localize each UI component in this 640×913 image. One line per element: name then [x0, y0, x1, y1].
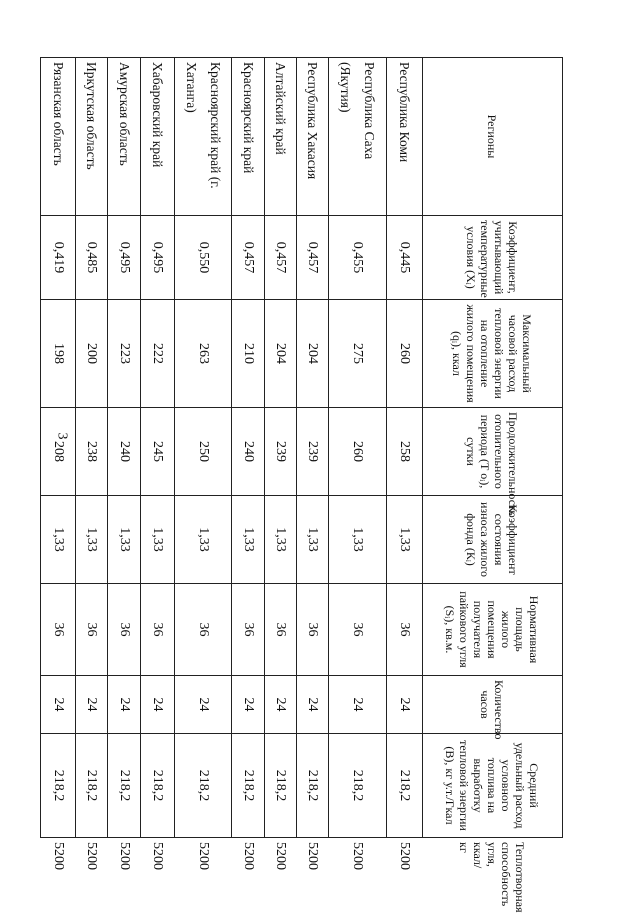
- s-cell: 36: [297, 584, 329, 676]
- b-cell: 218,2: [108, 734, 141, 838]
- s-cell: 36: [76, 584, 108, 676]
- region-cell: Хабаровский край: [141, 58, 175, 216]
- header-cell: Количество часов: [423, 676, 563, 734]
- table-row: Республика Саха (Якутия) 0,455 275 260 1,33 36 24 218,2 5200: [329, 58, 387, 838]
- k-cell: 1,33: [265, 496, 297, 584]
- region-cell: Республика Саха (Якутия): [329, 58, 387, 216]
- hours-cell: 24: [108, 676, 141, 734]
- header-cell: Максимальный часовой расход тепловой энергии на отопление жилого помещения (qᵢ), ккал: [423, 300, 563, 408]
- region-cell: Красноярский край: [232, 58, 265, 216]
- hours-cell: 24: [265, 676, 297, 734]
- x-cell: 0,550: [175, 216, 232, 300]
- hours-cell: 24: [387, 676, 423, 734]
- rotated-table-wrapper: [51, 57, 563, 913]
- s-cell: 36: [41, 584, 76, 676]
- t-cell: 239: [297, 408, 329, 496]
- q-cell: 263: [175, 300, 232, 408]
- q-cell: 222: [141, 300, 175, 408]
- t-cell: 245: [141, 408, 175, 496]
- header-cell: Продолжительность отопительного периода (Т оᵢ), сутки: [423, 408, 563, 496]
- table-row: Хабаровский край 0,495 222 245 1,33 36 24 218,2 5200: [141, 58, 175, 838]
- b-cell: 218,2: [329, 734, 387, 838]
- x-cell: 0,445: [387, 216, 423, 300]
- header-cell: Регионы: [423, 58, 563, 216]
- k-cell: 1,33: [141, 496, 175, 584]
- b-cell: 218,2: [297, 734, 329, 838]
- k-cell: 1,33: [41, 496, 76, 584]
- header-row: Регионы Коэффициент, учитывающий температурные условия (Xᵢ) Максимальный часовой расход тепловой энергии на отопление жилого помещения (qᵢ), ккал Продолжительность отопительного периода (Т оᵢ), сутки Коэффициент состояния износа жилого фонда (Кᵢ) Нормативная площадь жилого помещения получателя пайкового угля (Sᵢ), кв.м. Количество часов Средний удельный расход условного топлива на выработку тепловой энергии (В), кг у.т./Гкал Теплотворная способность угля, ккал/кг: [423, 58, 563, 838]
- table-row: Рязанская область 0,419 198 208 1,33 36 24 218,2 5200: [41, 58, 76, 838]
- table-row: Республика Хакасия 0,457 204 239 1,33 36 24 218,2 5200: [297, 58, 329, 838]
- s-cell: 36: [108, 584, 141, 676]
- t-cell: 250: [175, 408, 232, 496]
- region-cell: Иркутская область: [76, 58, 108, 216]
- q-cell: 198: [41, 300, 76, 408]
- x-cell: 0,455: [329, 216, 387, 300]
- table-row: Алтайский край 0,457 204 239 1,33 36 24 218,2 5200: [265, 58, 297, 838]
- x-cell: 0,495: [108, 216, 141, 300]
- region-cell: Республика Коми: [387, 58, 423, 216]
- t-cell: 208: [41, 408, 76, 496]
- hours-cell: 24: [175, 676, 232, 734]
- x-cell: 0,457: [297, 216, 329, 300]
- k-cell: 1,33: [297, 496, 329, 584]
- q-cell: 204: [265, 300, 297, 408]
- x-cell: 0,457: [232, 216, 265, 300]
- t-cell: 240: [108, 408, 141, 496]
- x-cell: 0,485: [76, 216, 108, 300]
- q-cell: 275: [329, 300, 387, 408]
- s-cell: 36: [329, 584, 387, 676]
- q-cell: 204: [297, 300, 329, 408]
- s-cell: 36: [387, 584, 423, 676]
- b-cell: 218,2: [232, 734, 265, 838]
- k-cell: 1,33: [329, 496, 387, 584]
- header-cell: Нормативная площадь жилого помещения получателя пайкового угля (Sᵢ), кв.м.: [423, 584, 563, 676]
- coal-table: [40, 57, 563, 913]
- q-cell: 223: [108, 300, 141, 408]
- b-cell: 218,2: [265, 734, 297, 838]
- q-cell: 210: [232, 300, 265, 408]
- b-cell: 218,2: [387, 734, 423, 838]
- k-cell: 1,33: [175, 496, 232, 584]
- header-cell: Средний удельный расход условного топлива на выработку тепловой энергии (В), кг у.т./Гкал: [423, 734, 563, 838]
- region-cell: Республика Хакасия: [297, 58, 329, 216]
- table-row: Красноярский край (г. Хатанга) 0,550 263 250 1,33 36 24 218,2 5200: [175, 58, 232, 838]
- b-cell: 218,2: [175, 734, 232, 838]
- t-cell: 260: [329, 408, 387, 496]
- page-number: 3: [54, 432, 70, 440]
- k-cell: 1,33: [232, 496, 265, 584]
- s-cell: 36: [141, 584, 175, 676]
- region-cell: Алтайский край: [265, 58, 297, 216]
- s-cell: 36: [175, 584, 232, 676]
- table-row: Амурская область 0,495 223 240 1,33 36 24 218,2 5200: [108, 58, 141, 838]
- t-cell: 258: [387, 408, 423, 496]
- k-cell: 1,33: [387, 496, 423, 584]
- header-cell: Коэффициент состояния износа жилого фонда (Кᵢ): [423, 496, 563, 584]
- hours-cell: 24: [41, 676, 76, 734]
- region-cell: Красноярский край (г. Хатанга): [175, 58, 232, 216]
- k-cell: 1,33: [108, 496, 141, 584]
- table-row: Республика Коми 0,445 260 258 1,33 36 24 218,2 5200: [387, 58, 423, 838]
- x-cell: 0,457: [265, 216, 297, 300]
- t-cell: 239: [265, 408, 297, 496]
- t-cell: 238: [76, 408, 108, 496]
- x-cell: 0,419: [41, 216, 76, 300]
- header-cell: Коэффициент, учитывающий температурные условия (Xᵢ): [423, 216, 563, 300]
- hours-cell: 24: [232, 676, 265, 734]
- q-cell: 260: [387, 300, 423, 408]
- x-cell: 0,495: [141, 216, 175, 300]
- b-cell: 218,2: [141, 734, 175, 838]
- region-cell: Рязанская область: [41, 58, 76, 216]
- b-cell: 218,2: [76, 734, 108, 838]
- t-cell: 240: [232, 408, 265, 496]
- q-cell: 200: [76, 300, 108, 408]
- s-cell: 36: [265, 584, 297, 676]
- hours-cell: 24: [329, 676, 387, 734]
- table-row: Красноярский край 0,457 210 240 1,33 36 24 218,2 5200: [232, 58, 265, 838]
- k-cell: 1,33: [76, 496, 108, 584]
- b-cell: 218,2: [41, 734, 76, 838]
- s-cell: 36: [232, 584, 265, 676]
- table-row: Иркутская область 0,485 200 238 1,33 36 24 218,2 5200: [76, 58, 108, 838]
- hours-cell: 24: [297, 676, 329, 734]
- hours-cell: 24: [76, 676, 108, 734]
- hours-cell: 24: [141, 676, 175, 734]
- region-cell: Амурская область: [108, 58, 141, 216]
